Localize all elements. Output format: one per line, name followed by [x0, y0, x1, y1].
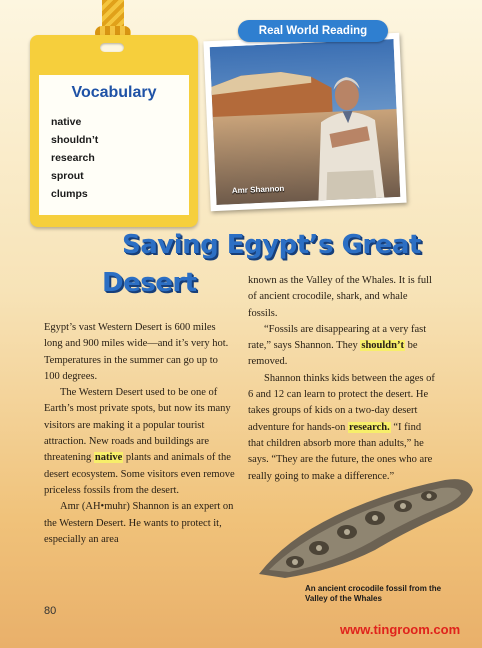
vocab-word: native	[51, 116, 82, 128]
vocabulary-list	[51, 113, 98, 203]
card-hole	[100, 43, 124, 52]
vocab-word: sprout	[51, 170, 84, 182]
paragraph	[248, 371, 436, 485]
article-title-line2: Desert	[102, 268, 197, 298]
text-run: “I find that children absorb more than adults,” he says. “They are the future, the ones who are really going to make a difference.”	[248, 421, 433, 482]
paragraph	[248, 322, 436, 371]
vocabulary-panel	[39, 75, 189, 215]
vocabulary-card	[30, 35, 198, 227]
vocab-word: clumps	[51, 188, 88, 200]
text-run: Shannon thinks kids between the ages of 6 and 12 can learn to protect the desert. He takes groups of kids on a two-day desert adventure for hands-on	[248, 372, 435, 433]
text-run: The Western Desert used to be one of Earth’s most private spots, but now its many visitors are making it a popular tourist attraction. New roads and buildings are threatening	[44, 387, 231, 464]
article-title: Saving Egypt’s Great	[122, 230, 421, 260]
article-column-left	[44, 320, 236, 548]
vocab-highlight-shouldnt: shouldn’t	[361, 340, 404, 352]
banner-label: Real World Reading	[258, 25, 368, 37]
text-run: plants and animals of the desert ecosystem. Some visitors even remove priceless fossils from the desert.	[44, 452, 235, 496]
vocab-word: research	[51, 152, 95, 164]
article-column-right	[248, 273, 436, 485]
vocab-highlight-research: research.	[349, 421, 390, 433]
paragraph	[44, 385, 236, 499]
watermark: www.tingroom.com	[340, 622, 461, 637]
photo-caption: Amr Shannon	[231, 183, 285, 196]
vocab-word: shouldn’t	[51, 134, 99, 146]
photo-amr-shannon	[203, 33, 406, 211]
desert-portrait-image	[210, 39, 401, 205]
paragraph: Egypt’s vast Western Desert is 600 miles long and 900 miles wide—and it’s very hot. Temperatures in the summer can go up to 100 degrees.	[44, 322, 229, 382]
page-number: 80	[44, 605, 57, 617]
vocab-highlight-native: native	[94, 452, 123, 464]
vocabulary-title: Vocabulary	[71, 84, 157, 101]
crocodile-fossil-image	[255, 470, 477, 580]
real-world-reading-banner	[238, 20, 388, 42]
fossil-caption: An ancient crocodile fossil from the Valley of the Whales	[305, 584, 442, 603]
text-run: be removed.	[248, 340, 418, 368]
text-run: “Fossils are disappearing at a very fast rate,” says Shannon. They	[248, 323, 427, 352]
paragraph: known as the Valley of the Whales. It is full of ancient crocodile, shark, and whale fossils.	[248, 275, 432, 319]
paragraph: Amr (AH•muhr) Shannon is an expert on the Western Desert. He wants to protect it, especially an area	[44, 501, 234, 545]
